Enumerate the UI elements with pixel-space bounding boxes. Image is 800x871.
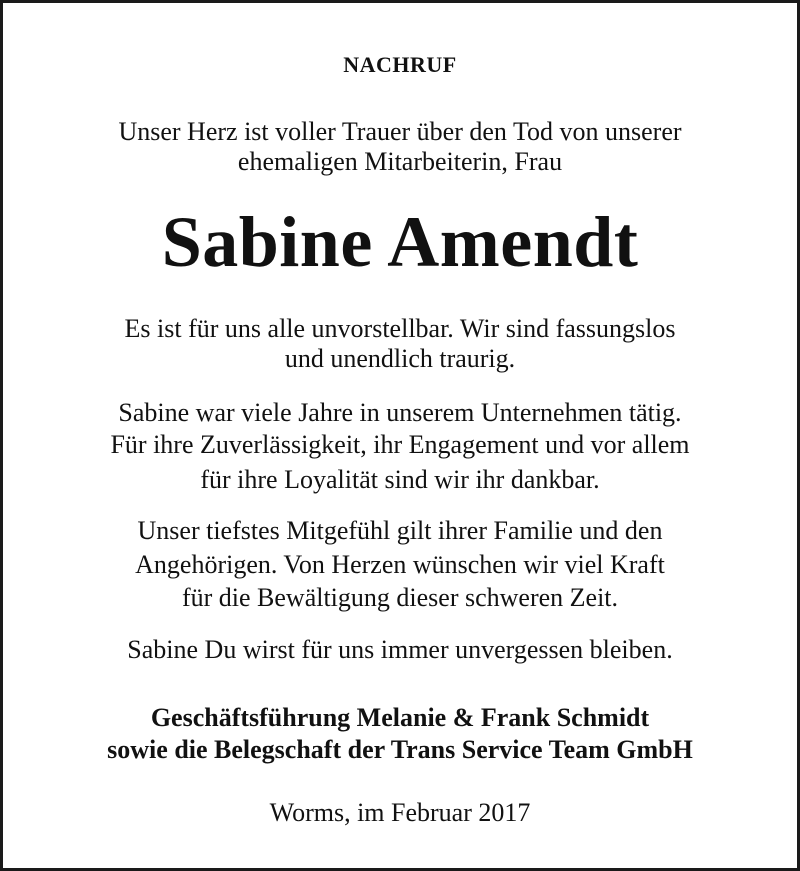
paragraph-line: für ihre Loyalität sind wir ihr dankbar. [200,465,600,494]
paragraph-line: Sabine war viele Jahre in unserem Unternehmen tätig. [118,398,682,427]
place-date: Worms, im Februar 2017 [269,798,531,827]
paragraph-line: Es ist für uns alle unvorstellbar. Wir sind fassungslos [124,314,676,343]
paragraph-line: für die Bewältigung dieser schweren Zeit. [181,583,619,612]
signatory-line: sowie die Belegschaft der Trans Service Team GmbH [107,735,693,764]
paragraph-line: Sabine Du wirst für uns immer unvergessen bleiben. [127,635,673,664]
paragraph-line: Für ihre Zuverlässigkeit, ihr Engagement und vor allem [110,430,690,459]
notice-heading: NACHRUF [343,52,457,77]
paragraph-line: Angehörigen. Von Herzen wünschen wir viel Kraft [135,550,665,579]
deceased-name: Sabine Amendt [161,202,639,282]
intro-line: ehemaligen Mitarbeiterin, Frau [237,147,563,176]
paragraph-line: und unendlich traurig. [284,344,516,373]
paragraph-line: Unser tiefstes Mitgefühl gilt ihrer Familie und den [137,516,663,545]
signatory-line: Geschäftsführung Melanie & Frank Schmidt [150,703,650,732]
intro-line: Unser Herz ist voller Trauer über den Tod von unserer [118,117,682,146]
